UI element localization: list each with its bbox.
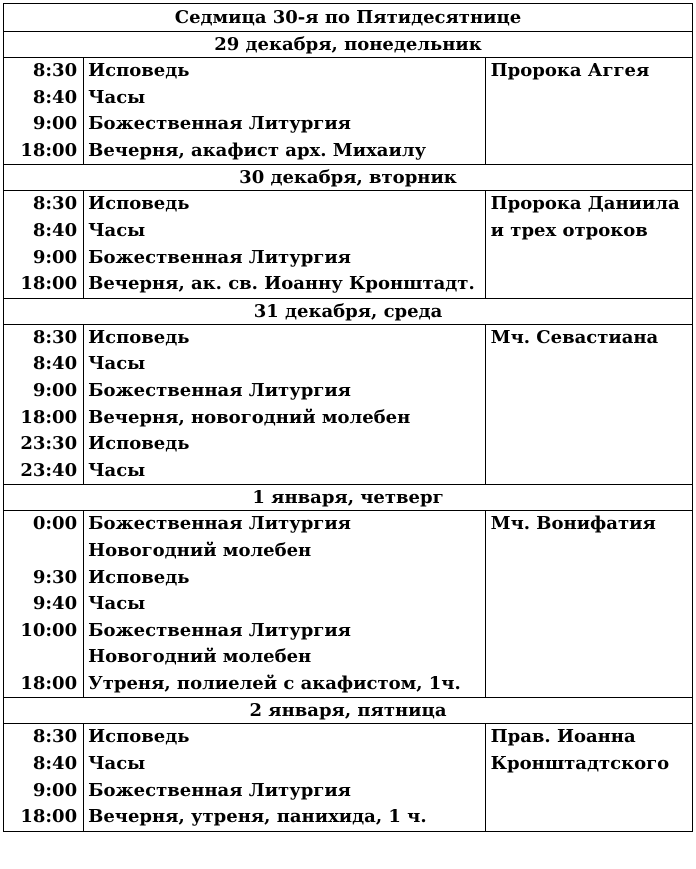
service-time: 9:40 [32,593,78,615]
service-time [4,644,83,671]
service-name: Новогодний молебен [88,646,312,668]
service-name: Божественная Литургия [88,619,351,641]
service-time: 23:40 [20,459,78,481]
day-header: 29 декабря, понедельник [4,32,693,58]
service-times [4,724,84,831]
service-time: 8:30 [32,60,78,81]
service-name: Исповедь [88,726,190,748]
service-time: 0:00 [32,513,78,535]
saint-of-day [485,191,692,298]
day-header-row [4,485,693,511]
service-name: Часы [88,459,146,481]
service-time: 8:40 [32,86,78,108]
service-name: Часы [88,753,146,775]
service-time: 9:30 [32,566,78,588]
service-names [84,724,486,831]
saint-name-line: Пророка Аггея [490,60,650,81]
service-name: Божественная Литургия [88,379,351,401]
service-name: Часы [88,593,146,615]
saint-of-day [485,324,692,485]
service-time: 9:00 [32,779,78,801]
service-time: 18:00 [20,806,78,828]
service-times [4,58,84,165]
saint-name-line: Мч. Вонифатия [490,513,656,535]
service-name: Часы [88,86,146,108]
service-name: Утреня, полиелей с акафистом, 1ч. [88,672,461,694]
service-name: Исповедь [88,193,190,215]
service-name: Вечерня, акафист арх. Михаилу [88,139,427,161]
day-header-row [4,165,693,191]
service-time: 8:40 [32,353,78,375]
service-time: 8:30 [32,193,78,215]
day-services-row [4,324,693,485]
day-header: 30 декабря, вторник [4,165,693,191]
day-header: 1 января, четверг [4,485,693,511]
service-time: 18:00 [20,406,78,428]
service-name: Божественная Литургия [88,246,351,268]
day-services-row [4,511,693,698]
service-time: 8:30 [32,326,78,348]
service-name: Исповедь [88,60,190,81]
service-time: 9:00 [32,379,78,401]
service-names [84,511,486,698]
service-names [84,324,486,485]
service-time: 8:30 [32,726,78,748]
day-header-row [4,32,693,58]
schedule-table [3,3,693,832]
service-name: Божественная Литургия [88,779,351,801]
saint-name-line: Кронштадтского [490,753,670,775]
week-title: Седмица 30-я по Пятидесятнице [4,4,693,32]
service-time: 23:30 [20,433,78,455]
saint-of-day [485,58,692,165]
service-times [4,511,84,698]
service-name: Божественная Литургия [88,513,351,535]
service-name: Новогодний молебен [88,539,312,561]
saint-name-line: Мч. Севастиана [490,326,659,348]
day-header: 2 января, пятница [4,698,693,724]
service-name: Часы [88,219,146,241]
service-times [4,191,84,298]
service-name: Исповедь [88,433,190,455]
day-services-row [4,724,693,831]
saint-name-line: и трех отроков [490,219,648,241]
day-services-row [4,191,693,298]
service-name: Вечерня, новогодний молебен [88,406,411,428]
service-name: Вечерня, ак. св. Иоанну Кронштадт. [88,273,475,295]
saint-of-day [485,724,692,831]
service-name: Исповедь [88,566,190,588]
week-title-row [4,4,693,32]
service-name: Часы [88,353,146,375]
service-names [84,58,486,165]
service-time: 8:40 [32,753,78,775]
day-services-row [4,58,693,165]
day-header-row [4,298,693,324]
service-time: 8:40 [32,219,78,241]
service-time: 9:00 [32,246,78,268]
service-names [84,191,486,298]
service-time: 9:00 [32,113,78,135]
service-time [4,538,83,565]
service-name: Вечерня, утреня, панихида, 1 ч. [88,806,427,828]
day-header: 31 декабря, среда [4,298,693,324]
service-time: 10:00 [20,619,78,641]
service-time: 18:00 [20,273,78,295]
saint-of-day [485,511,692,698]
service-times [4,324,84,485]
saint-name-line: Прав. Иоанна [490,726,636,748]
service-name: Исповедь [88,326,190,348]
saint-name-line: Пророка Даниила [490,193,680,215]
service-time: 18:00 [20,672,78,694]
day-header-row [4,698,693,724]
service-name: Божественная Литургия [88,113,351,135]
service-time: 18:00 [20,139,78,161]
